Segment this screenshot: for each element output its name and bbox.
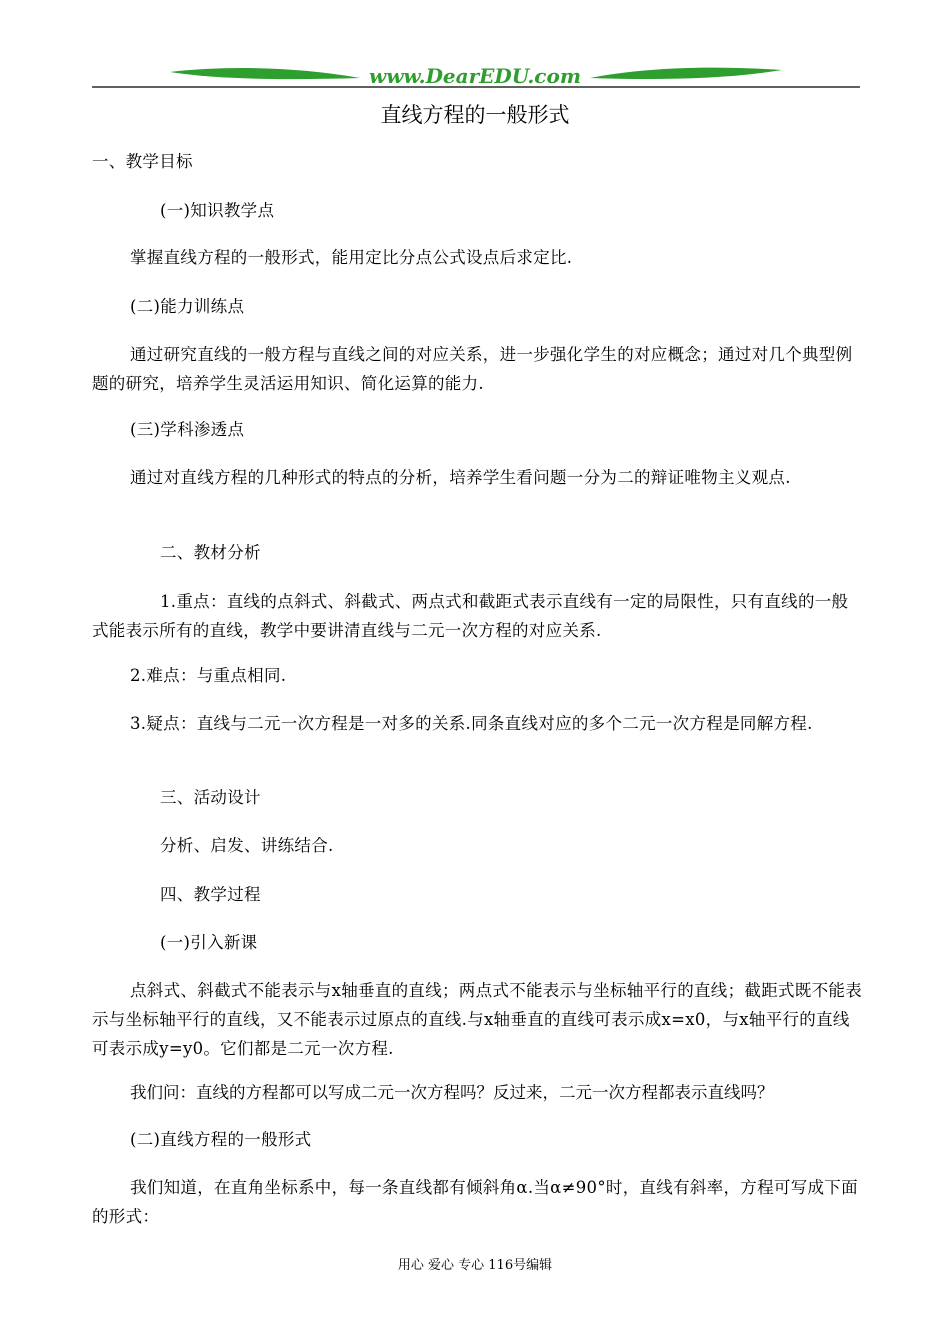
section-heading-activity: 三、活动设计 (160, 788, 261, 807)
subheading-intro: (一)引入新课 (160, 933, 258, 952)
paragraph-activity: 分析、启发、讲练结合. (160, 836, 334, 855)
paragraph-doubt: 3.疑点：直线与二元一次方程是一对多的关系.同条直线对应的多个二元一次方程是同解方程. (130, 714, 813, 733)
site-logo (92, 58, 860, 94)
subheading-discipline: (三)学科渗透点 (130, 420, 245, 439)
paragraph-discipline: 通过对直线方程的几种形式的特点的分析，培养学生看问题一分为二的辩证唯物主义观点. (130, 468, 791, 487)
right-swoosh (590, 68, 782, 79)
paragraph-difficulty: 2.难点：与重点相同. (130, 666, 287, 685)
site-header-banner (92, 58, 860, 94)
paragraph-knowledge: 掌握直线方程的一般形式，能用定比分点公式设点后求定比. (130, 248, 573, 267)
section-heading-process: 四、教学过程 (160, 885, 261, 904)
site-url-text: www.DearEDU.com (368, 64, 582, 88)
subheading-general-form: (二)直线方程的一般形式 (130, 1130, 312, 1149)
paragraph-ability: 通过研究直线的一般方程与直线之间的对应关系，进一步强化学生的对应概念；通过对几个典型例题的研究，培养学生灵活运用知识、简化运算的能力. (92, 345, 853, 393)
paragraph-general-form: 我们知道，在直角坐标系中，每一条直线都有倾斜角α.当α≠90°时，直线有斜率，方程可写成下面的形式： (92, 1178, 858, 1226)
section-heading-materials: 二、教材分析 (160, 543, 261, 562)
document-title: 直线方程的一般形式 (380, 103, 570, 127)
left-swoosh (170, 68, 360, 79)
section-heading-objectives: 一、教学目标 (92, 152, 193, 171)
paragraph-question: 我们问：直线的方程都可以写成二元一次方程吗？反过来，二元一次方程都表示直线吗？ (130, 1083, 774, 1102)
page-footer: 用心 爱心 专心 116号编辑 (397, 1258, 553, 1273)
paragraph-intro: 点斜式、斜截式不能表示与x轴垂直的直线；两点式不能表示与坐标轴平行的直线；截距式既不能表示与坐标轴平行的直线，又不能表示过原点的直线.与x轴垂直的直线可表示成x=x0，与x轴平行的直线可表示成y=y0。它们都是二元一次方程. (92, 981, 863, 1058)
subheading-ability: (二)能力训练点 (130, 297, 245, 316)
subheading-knowledge: (一)知识教学点 (160, 201, 275, 220)
paragraph-key-point: 1.重点：直线的点斜式、斜截式、两点式和截距式表示直线有一定的局限性，只有直线的一般式能表示所有的直线，教学中要讲清直线与二元一次方程的对应关系. (92, 592, 849, 640)
